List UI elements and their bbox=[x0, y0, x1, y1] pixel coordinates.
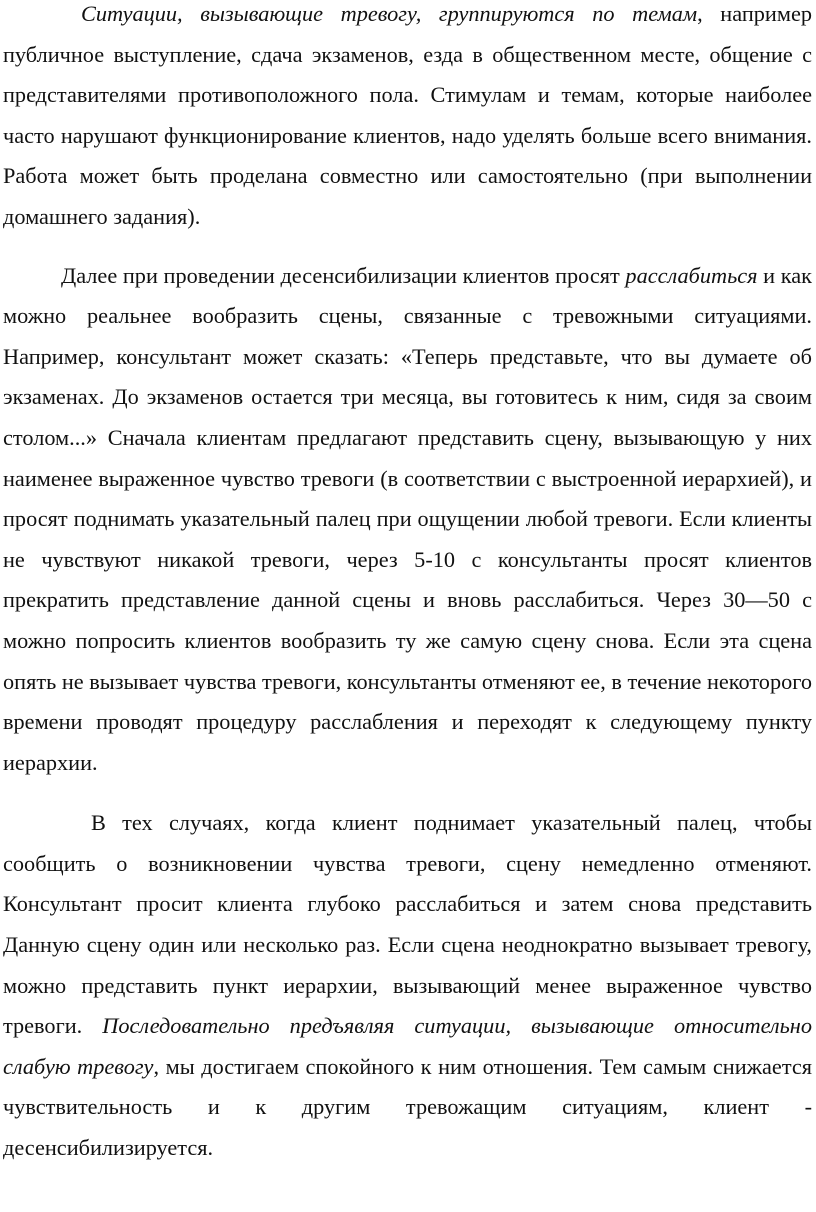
italic-phrase: Последовательно предъявляя ситуации, вызывающие относительно слабую тревогу bbox=[3, 1013, 812, 1079]
italic-phrase: Ситуации, вызывающие тревогу, группируются по темам bbox=[81, 1, 698, 26]
italic-phrase: расслабиться bbox=[625, 262, 758, 288]
paragraph-1 bbox=[3, 0, 812, 238]
paragraph-text: Далее при проведении десенсибилизации клиентов просят bbox=[61, 262, 626, 288]
paragraph-3 bbox=[3, 803, 812, 1168]
paragraph-text: , мы достигаем спокойного к ним отношения. Тем самым снижается чувствительность и к другим тревожащим ситуациям, клиент - десенсибилизируется. bbox=[3, 1053, 812, 1161]
paragraph-text: , например публичное выступление, сдача экзаменов, езда в общественном месте, общение с представителями противоположного пола. Стимулам и темам, которые наиболее часто нарушают функционирование клиентов, надо уделять больше всего внимания. Работа может быть проделана совместно или самостоятельно (при выполнении домашнего задания). bbox=[3, 1, 813, 229]
paragraph-text: и как можно реальнее вообразить сцены, связанные с тревожными ситуациями. Например, консультант может сказать: «Теперь представьте, что вы думаете об экзаменах. До экзаменов остается три месяца, вы готовитесь к ним, сидя за своим столом...» Сначала клиентам предлагают представить сцену, вызывающую у них наименее выраженное чувство тревоги (в соответствии с выстроенной иерархией), и просят поднимать указательный палец при ощущении любой тревоги. Если клиенты не чувствуют никакой тревоги, через 5-10 с консультанты просят клиентов прекратить представление данной сцены и вновь расслабиться. Через 30—50 с можно попросить клиентов вообразить ту же самую сцену снова. Если эта сцена опять не вызывает чувства тревоги, консультанты отменяют ее, в течение некоторого времени проводят процедуру расслабления и переходят к следующему пункту иерархии. bbox=[3, 262, 812, 775]
paragraph-2 bbox=[3, 256, 812, 784]
paragraph-text: В тех случаях, когда клиент поднимает указательный палец, чтобы сообщить о возникновении чувства тревоги, сцену немедленно отменяют. Консультант просит клиента глубоко расслабиться и затем снова представить Данную сцену один или несколько раз. Если сцена неоднократно вызывает тревогу, можно представить пункт иерархии, вызывающий менее выраженное чувство тревоги. bbox=[3, 810, 812, 1039]
